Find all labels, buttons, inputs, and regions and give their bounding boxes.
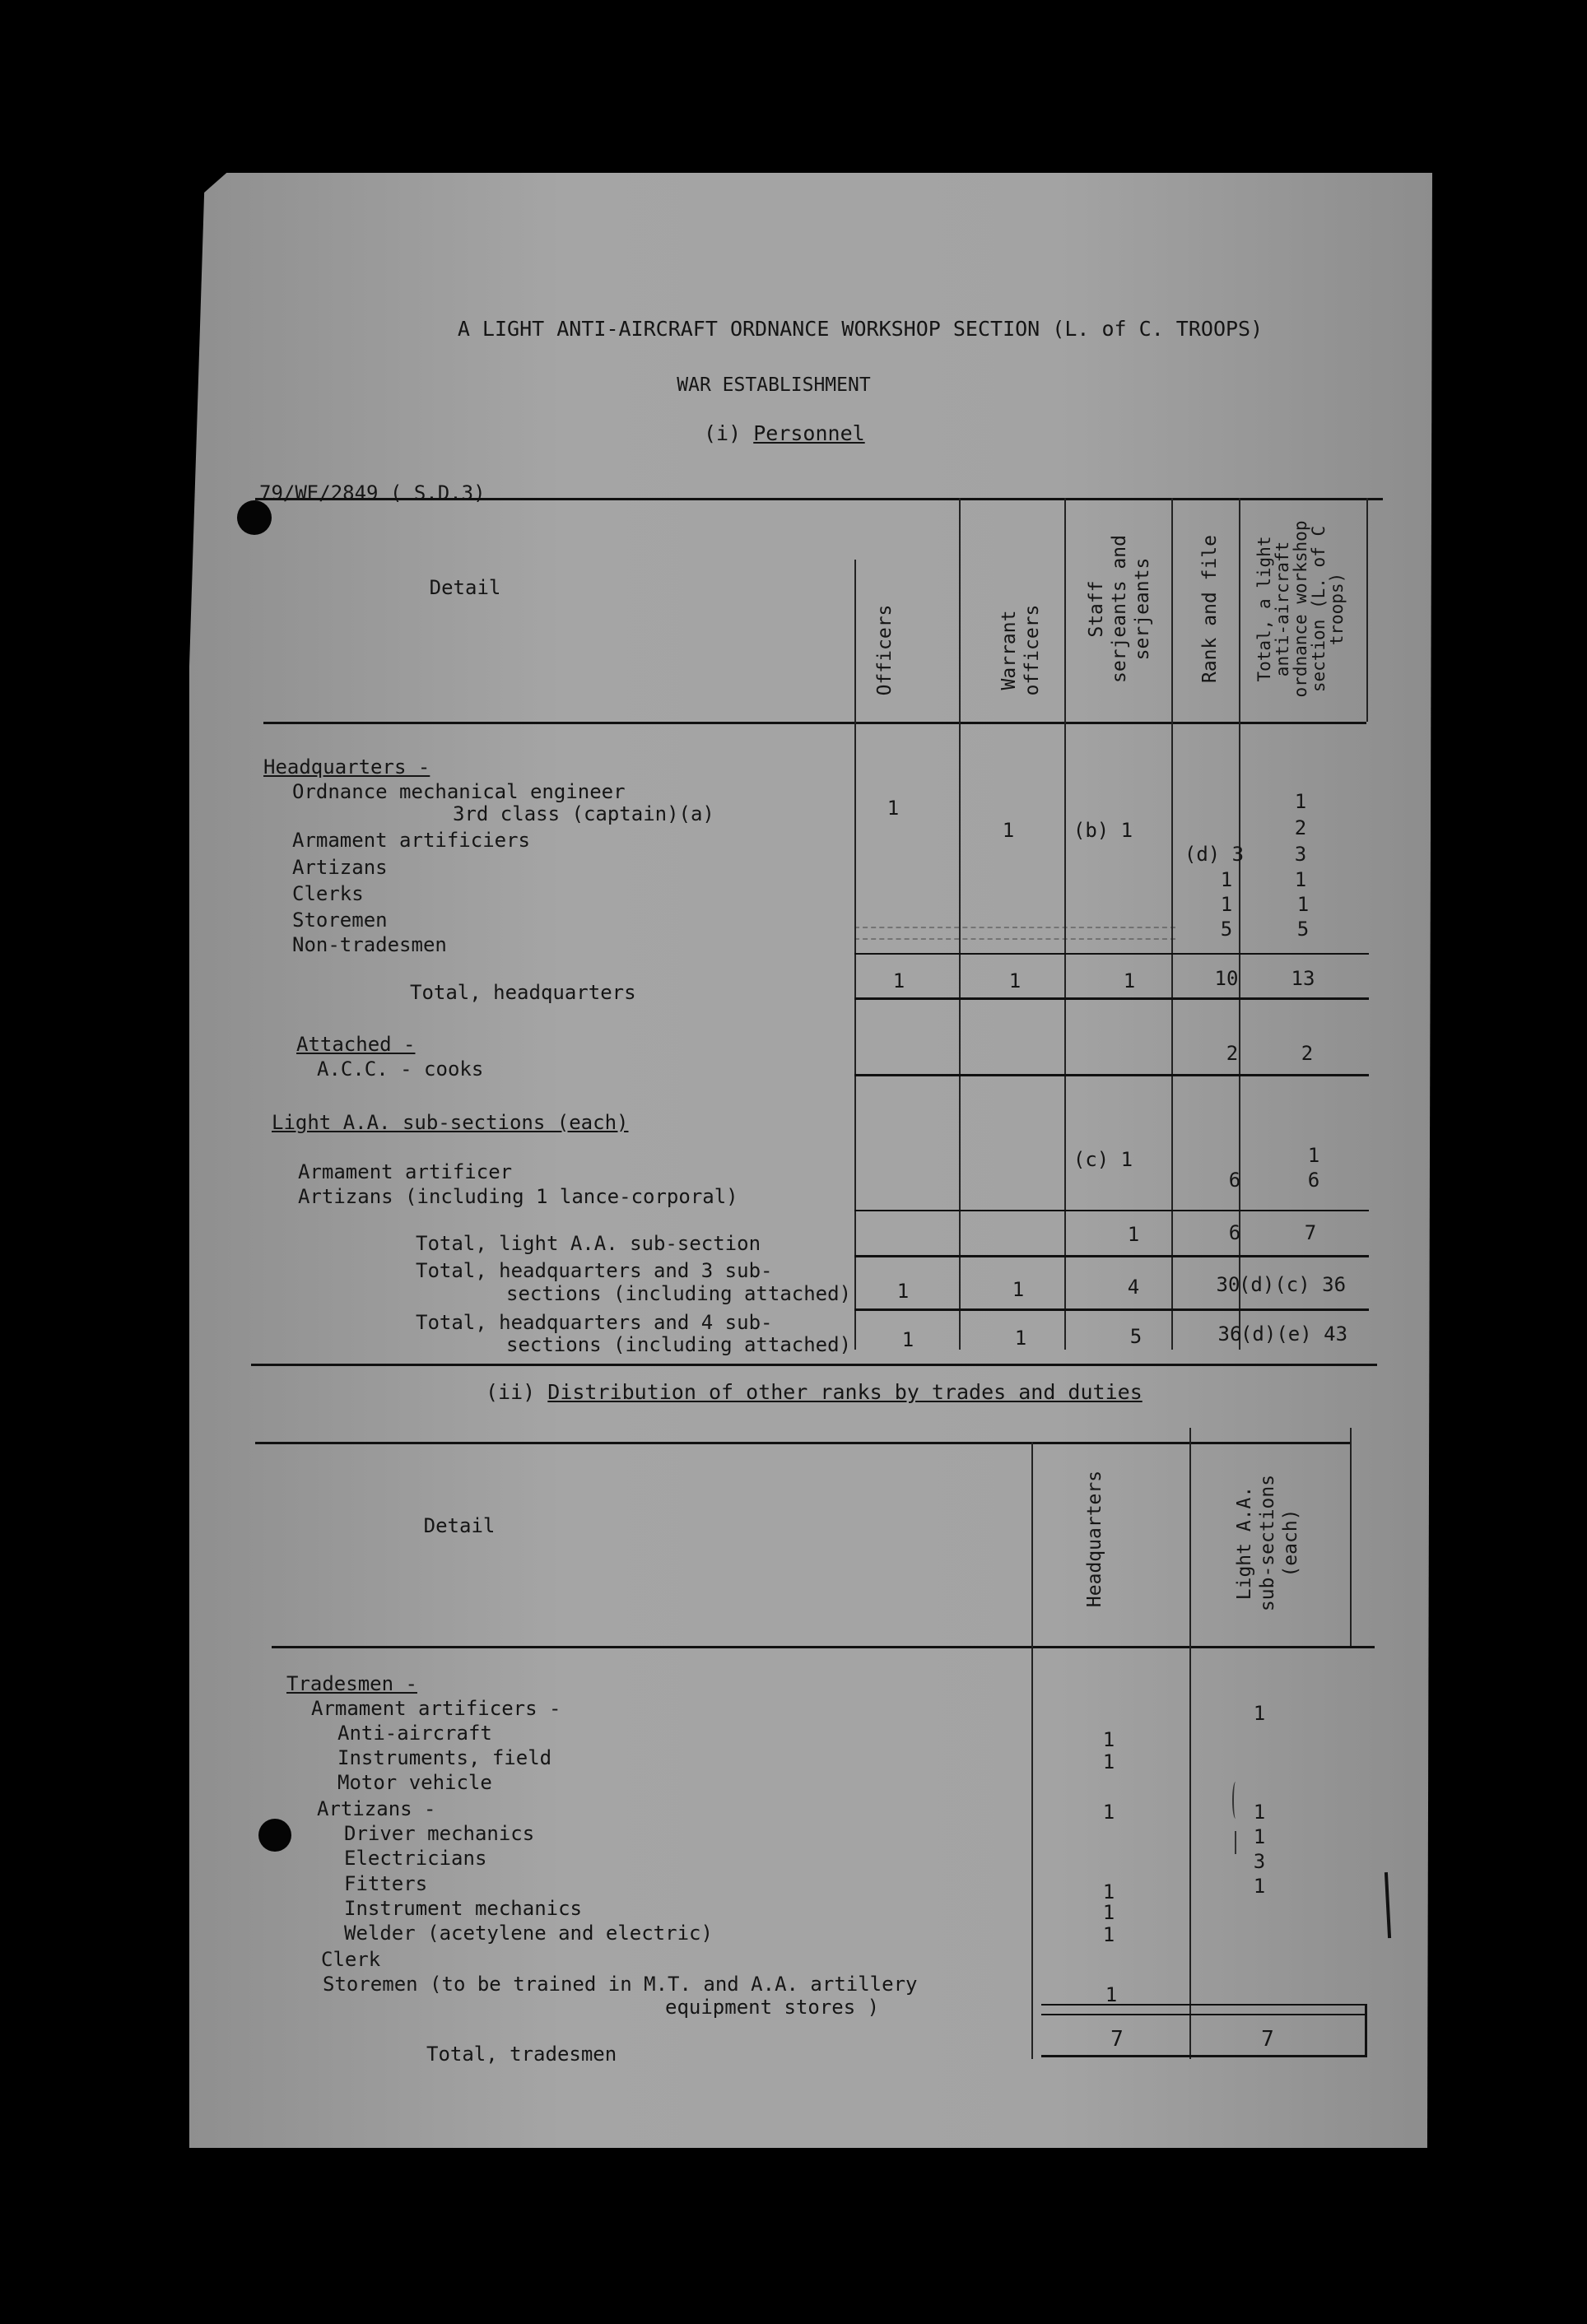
row-artizans-lance-corporal: Artizans (including 1 lance-corporal): [298, 1185, 738, 1208]
val2-total-laa: 7: [1261, 2027, 1274, 2052]
header-warrant-line1: Warrant: [998, 610, 1020, 690]
reference-number: 79/WE/2849 ( S.D.3): [259, 481, 486, 504]
header-total-line1: Total, a light: [1254, 536, 1274, 682]
val-thq-wo: 1: [1008, 969, 1022, 992]
table2-col-line-3: [1350, 1428, 1352, 1646]
header-warrant-line2: officers: [1022, 604, 1043, 696]
row2-total-tradesmen: Total, tradesmen: [426, 2043, 617, 2066]
table2-total-rule-top: [1041, 2004, 1366, 2006]
header-total-line4: section (L. of C: [1309, 525, 1329, 693]
val-non-rf: 5: [1220, 918, 1233, 941]
row-total-laa: Total, light A.A. sub-section: [416, 1232, 761, 1255]
table1-rule-laa: [854, 1210, 1369, 1211]
header-warrant-officers: [998, 605, 1044, 696]
row-total-4-line2: sections (including attached): [506, 1333, 852, 1356]
val-t4-total: (d)(e) 43: [1240, 1322, 1348, 1346]
val-t4-wo: 1: [1014, 1327, 1027, 1350]
val-ome-total: 1: [1294, 790, 1307, 813]
header-total-line3: ordnance workshop: [1291, 520, 1310, 698]
val-ome-officers: 1: [887, 797, 900, 820]
table1-bottom-rule: [251, 1364, 1377, 1366]
table1-col-line-1: [854, 560, 856, 1350]
row2-armament-artificers: Armament artificers -: [311, 1697, 561, 1720]
row-total-3-line1: Total, headquarters and 3 sub-: [416, 1259, 773, 1282]
row2-storemen-cont: equipment stores ): [665, 1996, 880, 2019]
row-total-headquarters: Total, headquarters: [410, 981, 636, 1004]
val-t3-total: (d)(c) 36: [1238, 1273, 1347, 1296]
val-non-total: 5: [1296, 918, 1310, 941]
part1-heading-text: Personnel: [753, 421, 865, 445]
row2-electricians: Electricians: [344, 1847, 487, 1870]
val-t3-officers: 1: [896, 1280, 910, 1303]
val-thq-officers: 1: [892, 969, 905, 992]
pencil-mark-1: [1232, 1782, 1239, 1819]
row-acc-cooks: A.C.C. - cooks: [317, 1057, 484, 1081]
row2-motor-vehicle: Motor vehicle: [337, 1771, 492, 1794]
table1-header-rule: [263, 722, 1366, 724]
row-armament-artificiers: Armament artificiers: [292, 829, 530, 852]
row-total-4-line1: Total, headquarters and 4 sub-: [416, 1311, 773, 1334]
header-staff-line3: serjeants: [1132, 557, 1153, 661]
val-tl-total: 7: [1304, 1221, 1317, 1244]
table1-rule-laa-total: [854, 1255, 1369, 1257]
row2-anti-aircraft: Anti-aircraft: [337, 1722, 492, 1745]
val-sto-rf: 1: [1220, 893, 1233, 916]
part1-heading: [704, 421, 865, 445]
table2-col-line-2: [1189, 1428, 1191, 2059]
row2-instrument-mechanics: Instrument mechanics: [344, 1897, 582, 1920]
val-acc-total: 2: [1301, 1042, 1314, 1065]
val-clk-rf: 1: [1220, 868, 1233, 891]
val2-instmech-hq: 1: [1102, 1880, 1115, 1903]
part2-heading-num: (ii): [486, 1380, 536, 1404]
header-laa-line1: Light A.A.: [1234, 1485, 1255, 1601]
header-total-line2: anti-aircraft: [1273, 541, 1292, 677]
val-tl-ss: 1: [1127, 1223, 1140, 1246]
val-t3-ss: 4: [1127, 1276, 1140, 1299]
row2-instruments-field: Instruments, field: [337, 1746, 552, 1769]
row2-clerk: Clerk: [321, 1948, 381, 1971]
table1-rule-hq: [854, 953, 1369, 955]
pencil-mark-2: [1235, 1831, 1240, 1854]
val2-total-hq: 7: [1110, 2027, 1124, 2052]
row-headquarters-heading: Headquarters -: [263, 755, 430, 779]
header-staff-line1: Staff: [1086, 580, 1107, 638]
row-clerks: Clerks: [292, 882, 364, 905]
row2-driver-mechanics: Driver mechanics: [344, 1822, 535, 1845]
row2-tradesmen: Tradesmen -: [286, 1672, 417, 1695]
part2-heading-text: Distribution of other ranks by trades and duties: [547, 1380, 1143, 1404]
val-acc-rf: 2: [1226, 1042, 1239, 1065]
row-non-tradesmen: Non-tradesmen: [292, 933, 447, 956]
document-subtitle: WAR ESTABLISHMENT: [677, 374, 871, 396]
val2-storemen-hq: 1: [1105, 1983, 1118, 2006]
row2-artizans: Artizans -: [317, 1797, 436, 1820]
header-laa-line3: (each): [1280, 1508, 1301, 1578]
table2-total-rule-bottom: [1041, 2055, 1366, 2057]
header-total-line5: troops): [1327, 572, 1347, 646]
row-total-3-line2: sections (including attached): [506, 1282, 852, 1305]
val-arm-wo: 1: [1002, 819, 1015, 842]
table2-col-line-1: [1031, 1442, 1033, 2059]
row-laa-heading: Light A.A. sub-sections (each): [272, 1111, 629, 1134]
table1-col-line-2: [959, 498, 961, 1350]
val-t3-wo: 1: [1012, 1278, 1025, 1301]
val2-welder-hq: 1: [1102, 1901, 1115, 1924]
val-aa-ss: (c) 1: [1073, 1148, 1133, 1171]
val-arm-total: 2: [1294, 816, 1307, 839]
row2-welder: Welder (acetylene and electric): [344, 1922, 713, 1945]
table2-total-rule-mid: [1041, 2014, 1366, 2015]
header-staff-serjeants: [1085, 535, 1154, 683]
val-thq-total: 13: [1291, 967, 1315, 990]
val2-fitters-laa-2: 1: [1253, 1875, 1266, 1898]
nontrades-dotted: [854, 938, 1175, 940]
row-ordnance-engineer-cont: 3rd class (captain)(a): [453, 802, 714, 825]
val-aa-total: 1: [1307, 1144, 1320, 1167]
table1-rule-3sub: [854, 1308, 1369, 1311]
val2-aa-laa: 1: [1253, 1702, 1266, 1725]
val-thq-ss: 1: [1123, 969, 1136, 992]
table2-top-rule: [255, 1442, 1350, 1444]
val-sto-total: 1: [1296, 893, 1310, 916]
header-officers: Officers: [874, 604, 896, 696]
val2-elec-laa: 1: [1253, 1825, 1266, 1848]
val-alc-rf: 6: [1228, 1169, 1241, 1192]
val2-art-hq: 1: [1102, 1801, 1115, 1824]
table2-right-total-line: [1365, 2004, 1367, 2057]
val-art-rf: (d) 3: [1184, 843, 1245, 866]
val-art-total: 3: [1294, 843, 1307, 866]
header-headquarters: Headquarters: [1084, 1470, 1105, 1608]
val-tl-rf: 6: [1228, 1221, 1241, 1244]
table2-header-rule: [272, 1646, 1375, 1648]
storemen-dotted: [854, 927, 1175, 928]
row2-fitters: Fitters: [344, 1872, 428, 1895]
table1-rule-hq-total: [854, 997, 1369, 1000]
table1-col-line-6: [1366, 498, 1368, 722]
val-t4-rf: 36: [1217, 1322, 1242, 1346]
table2-detail-header: Detail: [423, 1514, 496, 1537]
val-t4-ss: 5: [1129, 1325, 1143, 1348]
header-light-aa-subsections: [1233, 1475, 1302, 1611]
document-title: A LIGHT ANTI-AIRCRAFT ORDNANCE WORKSHOP SECTION (L. of C. TROOPS): [457, 317, 1264, 341]
table1-col-line-4: [1171, 498, 1173, 1350]
table1-detail-header: Detail: [429, 576, 501, 599]
table1-top-rule: [255, 498, 1383, 500]
val-alc-total: 6: [1307, 1169, 1320, 1192]
header-staff-line2: serjeants and: [1109, 534, 1130, 684]
part1-heading-num: (i): [704, 421, 742, 445]
val2-driver-laa: 1: [1253, 1801, 1266, 1824]
val2-motor-hq: 1: [1102, 1750, 1115, 1773]
row-attached-heading: Attached -: [296, 1033, 416, 1056]
row-armament-artificer: Armament artificer: [298, 1160, 513, 1183]
row-artizans: Artizans: [292, 856, 388, 879]
row-storemen: Storemen: [292, 909, 388, 932]
table1-col-line-3: [1064, 498, 1066, 1350]
val-arm-ss: (b) 1: [1073, 819, 1133, 842]
row-ordnance-engineer: Ordnance mechanical engineer: [292, 780, 626, 803]
val-thq-rf: 10: [1214, 967, 1239, 990]
val2-fitters-laa: 3: [1253, 1850, 1266, 1873]
table1-rule-attached: [854, 1074, 1369, 1076]
header-rank-file: Rank and file: [1199, 534, 1221, 684]
punch-hole-bottom: [258, 1819, 291, 1852]
val-t4-officers: 1: [901, 1328, 915, 1351]
val2-clerk-hq: 1: [1102, 1923, 1115, 1946]
header-laa-line2: sub-sections: [1257, 1474, 1278, 1612]
punch-hole-top: [237, 500, 272, 535]
val2-instr-hq: 1: [1102, 1728, 1115, 1751]
row2-storemen: Storemen (to be trained in M.T. and A.A. artillery: [323, 1973, 918, 1996]
part2-heading: [486, 1380, 1143, 1404]
val-clk-total: 1: [1294, 868, 1307, 891]
header-total: [1255, 521, 1346, 698]
val-t3-rf: 30: [1216, 1273, 1240, 1296]
